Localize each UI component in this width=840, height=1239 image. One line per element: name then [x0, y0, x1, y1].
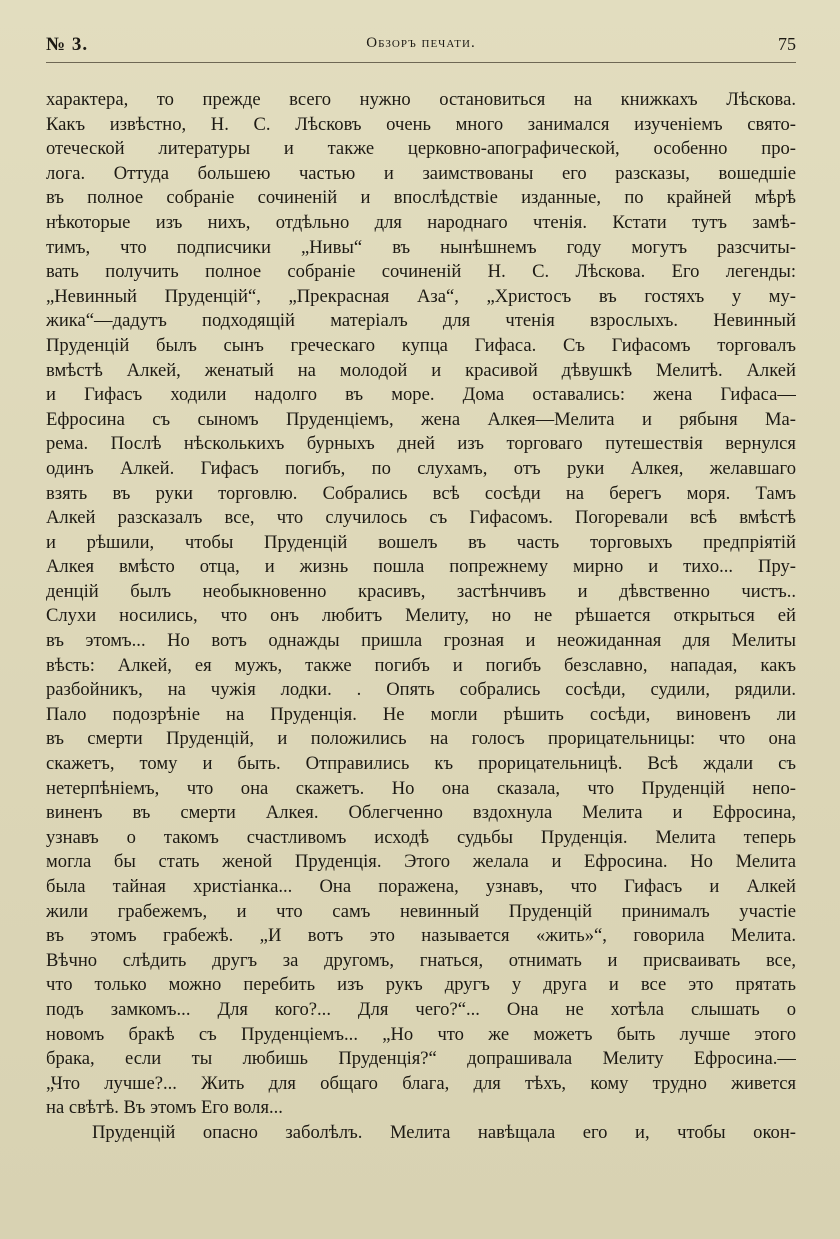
text-line: вѣсть: Алкей, ея мужъ, также погибъ и погибъ безславно, нападая, какъ [46, 654, 796, 676]
page-header [46, 34, 796, 58]
text-line: могла бы стать женой Пруденція. Этого желала и Ефросина. Но Мелита [46, 851, 796, 873]
text-line: отеческой литературы и также церковно-апографической, особенно про- [46, 138, 796, 160]
text-line: „Что лучше?... Жить для общаго блага, для тѣхъ, кому трудно живется [46, 1072, 796, 1094]
text-line: взять въ руки торговлю. Собрались всѣ сосѣди на берегъ моря. Тамъ [46, 482, 796, 504]
text-line: въ этомъ... Но вотъ однажды пришла грозная и неожиданная для Мелиты [46, 630, 796, 652]
text-line: брака, если ты любишь Пруденція?“ допрашивала Мелиту Ефросина.— [46, 1048, 796, 1070]
text-line: въ этомъ грабежѣ. „И вотъ это называется «жить»“, говорила Мелита. [46, 925, 796, 947]
page-number: 75 [778, 34, 796, 54]
text-line: вать получить полное собраніе сочиненій Н. С. Лѣскова. Его легенды: [46, 261, 796, 283]
text-line: и рѣшили, чтобы Пруденцій вошелъ въ часть торговыхъ предпріятій [46, 531, 796, 553]
text-line: Алкея вмѣсто отца, и жизнь пошла попрежнему мирно и тихо... Пру- [46, 556, 796, 578]
issue-number: № 3. [46, 34, 89, 55]
text-line: денцій былъ необыкновенно красивъ, застѣнчивъ и дѣвственно чистъ.. [46, 580, 796, 602]
text-line: нетерпѣніемъ, что она скажетъ. Но она сказала, что Пруденцій непо- [46, 777, 796, 799]
text-line: въ смерти Пруденцій, и положились на голосъ прорицательницы: что она [46, 728, 796, 750]
text-line: была тайная христіанка... Она поражена, узнавъ, что Гифасъ и Алкей [46, 876, 796, 897]
header-rule [46, 62, 796, 63]
text-line: Вѣчно слѣдить другъ за другомъ, гнаться, отнимать и присваивать все, [46, 949, 796, 971]
text-line: тимъ, что подписчики „Нивы“ въ нынѣшнемъ году могутъ разсчиты- [46, 236, 796, 258]
text-line: разбойникъ, на чужія лодки. . Опять собрались сосѣди, судили, рядили. [46, 679, 796, 701]
text-line: лога. Оттуда большею частью и заимствованы его разсказы, вошедшіе [46, 162, 796, 184]
text-line: рема. Послѣ нѣсколькихъ бурныхъ дней изъ торговаго путешествія вернулся [46, 433, 796, 455]
text-line: новомъ бракѣ съ Пруденціемъ... „Но что же можетъ быть лучше этого [46, 1023, 796, 1045]
text-line: нѣкоторые изъ нихъ, отдѣльно для народнаго чтенія. Кстати тутъ замѣ- [46, 211, 796, 233]
text-line: виненъ въ смерти Алкея. Облегченно вздохнула Мелита и Ефросина, [46, 802, 796, 824]
text-line: Ефросина съ сыномъ Пруденціемъ, жена Алкея—Мелита и рябыня Ма- [46, 408, 796, 430]
text-line: узнавъ о такомъ счастливомъ исходѣ судьбы Пруденція. Мелита теперь [46, 826, 796, 848]
text-line: характера, то прежде всего нужно остановиться на книжкахъ Лѣскова. [46, 89, 796, 110]
text-line: „Невинный Пруденцій“, „Прекрасная Аза“, „Христосъ въ гостяхъ у му- [46, 285, 796, 307]
text-line: вмѣстѣ Алкей, женатый на молодой и красивой дѣвушкѣ Мелитѣ. Алкей [46, 359, 796, 381]
text-line: Какъ извѣстно, Н. С. Лѣсковъ очень много занимался изученіемъ свято- [46, 113, 796, 135]
text-line: Пруденцій былъ сынъ греческаго купца Гифаса. Съ Гифасомъ торговалъ [46, 334, 796, 356]
body-text [46, 88, 796, 1146]
text-line: Слухи носились, что онъ любитъ Мелиту, но не рѣшается открыться ей [46, 605, 796, 627]
text-line: Алкей разсказалъ все, что случилось съ Гифасомъ. Погоревали всѣ вмѣстѣ [46, 507, 796, 529]
text-line: подъ замкомъ... Для кого?... Для чего?“... Она не хотѣла слышать о [46, 998, 796, 1020]
running-title: Обзоръ печати. [366, 35, 476, 51]
text-line: жика“—дадутъ подходящій матеріалъ для чтенія взрослыхъ. Невинный [46, 310, 796, 332]
text-line: скажетъ, тому и быть. Отправились къ прорицательницѣ. Всѣ ждали съ [46, 753, 796, 775]
text-line: жили грабежемъ, и что самъ невинный Пруденцій принималъ участіе [46, 900, 796, 922]
text-line: и Гифасъ ходили надолго въ море. Дома оставались: жена Гифаса— [46, 384, 796, 406]
text-line: одинъ Алкей. Гифасъ погибъ, по слухамъ, отъ руки Алкея, желавшаго [46, 457, 796, 479]
text-line: Пало подозрѣніе на Пруденція. Не могли рѣшить сосѣди, виновенъ ли [46, 703, 796, 725]
text-line-paragraph-end: на свѣтѣ. Въ этомъ Его воля... [46, 1097, 283, 1119]
text-line-paragraph-start: Пруденцій опасно заболѣлъ. Мелита навѣщала его и, чтобы окон- [92, 1121, 796, 1143]
text-line: въ полное собраніе сочиненій и впослѣдствіе изданные, по крайней мѣрѣ [46, 187, 796, 209]
text-line: что только можно перебить изъ рукъ другъ у друга и все это прятать [46, 974, 796, 996]
